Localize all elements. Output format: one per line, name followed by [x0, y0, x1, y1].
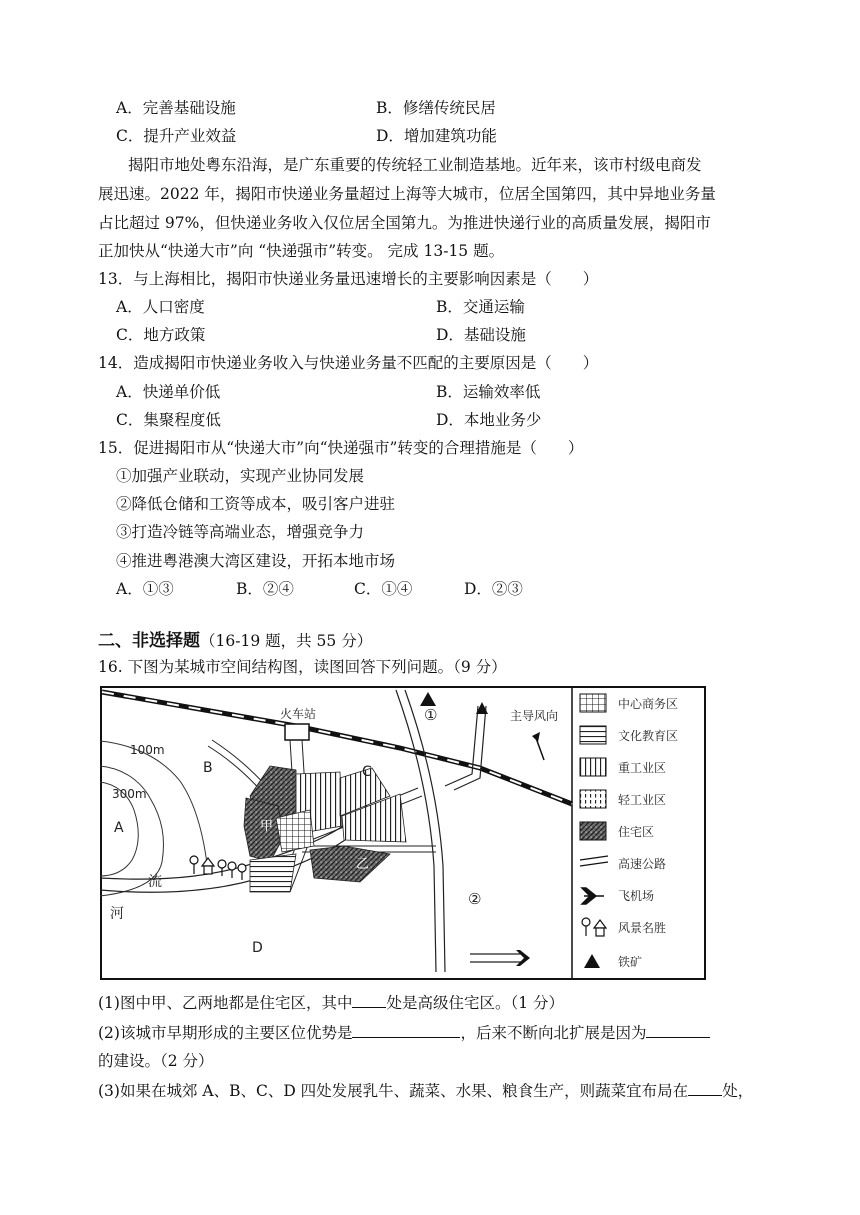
passage-line-1: 揭阳市地处粤东沿海，是广东重要的传统轻工业制造基地。近年来，该市村级电商发: [128, 156, 702, 174]
contour-300-label: 300m: [112, 787, 147, 801]
q16-p2-blank-1[interactable]: [352, 1022, 460, 1038]
q16-part-3: [98, 1080, 753, 1102]
q14-option-a: A．快递单价低: [116, 383, 221, 401]
passage-line-2: 展迅速。2022 年，揭阳市快递业务量超过上海等大城市，位居全国第四，其中异地业务量: [98, 185, 716, 203]
q15-stem: 15．促进揭阳市从“快递大市”向“快递强市”转变的合理措施是（ ）: [98, 439, 584, 457]
q13-option-c: C．地方政策: [116, 326, 206, 344]
passage-line-4: 正加快从“快递大市”向 “快递强市”转变。 完成 13-15 题。: [98, 242, 505, 260]
q14-stem: 14．造成揭阳市快递业务收入与快递业务量不匹配的主要原因是（ ）: [98, 354, 599, 372]
q12-option-c: C．提升产业效益: [116, 127, 237, 145]
circle-2-label: ②: [468, 890, 482, 908]
label-b: B: [203, 760, 213, 776]
q16-part-2: [98, 1022, 710, 1044]
q16-stem: 16. 下图为某城市空间结构图，读图回答下列问题。（9 分）: [98, 658, 507, 676]
city-structure-map: [100, 686, 706, 980]
q15-option-b: B．②④: [236, 580, 294, 598]
q13-stem: 13．与上海相比，揭阳市快递业务量迅速增长的主要影响因素是（ ）: [98, 270, 599, 288]
q12-option-b: B．修缮传统民居: [376, 99, 496, 117]
river-char-1: 流: [148, 874, 162, 890]
contour-100-label: 100m: [130, 743, 165, 757]
passage-line-3: 占比超过 97%，但快递业务收入仅位居全国第九。为推进快递行业的高质量发展，揭阳市: [98, 214, 711, 232]
q16-p2-text-b: ，后来不断向北扩展是因为: [460, 1024, 647, 1042]
q16-p3-text-a: (3)如果在城郊 A、B、C、D 四处发展乳牛、蔬菜、水果、粮食生产，则蔬菜宜布局在: [98, 1082, 689, 1100]
q16-p3-text-b: 处，: [722, 1082, 754, 1100]
q13-option-b: B．交通运输: [436, 298, 525, 316]
section-title: 二、非选择题: [98, 631, 200, 651]
q15-option-d: D．②③: [464, 580, 523, 598]
q16-p1-text-b: 处是高级住宅区。（1 分）: [386, 994, 565, 1012]
q16-part-1: [98, 992, 564, 1014]
section-heading: [98, 630, 372, 652]
q13-option-a: A．人口密度: [116, 298, 205, 316]
label-jia: 甲: [260, 819, 274, 834]
legend-education: 文化教育区: [618, 729, 679, 743]
q13-option-d: D．基础设施: [436, 326, 526, 344]
label-d: D: [252, 940, 263, 956]
legend-iron-mine: 铁矿: [618, 955, 643, 969]
q16-p3-blank[interactable]: [688, 1080, 722, 1096]
label-yi: 乙: [356, 857, 370, 872]
legend-heavy-industry: 重工业区: [618, 761, 667, 775]
q14-option-c: C．集聚程度低: [116, 411, 221, 429]
q15-item-2: ②降低仓储和工资等成本，吸引客户进驻: [116, 495, 396, 513]
q16-p2-text-a: (2)该城市早期形成的主要区位优势是: [98, 1024, 353, 1042]
q12-option-a: A．完善基础设施: [116, 99, 236, 117]
legend-highway: 高速公路: [618, 857, 667, 871]
q16-p1-text-a: (1)图中甲、乙两地都是住宅区，其中: [98, 994, 353, 1012]
station-label: 火车站: [280, 707, 317, 721]
label-c: C: [362, 764, 372, 780]
river-char-2: 河: [110, 906, 124, 922]
section-note: （16-19 题，共 55 分）: [200, 632, 373, 650]
legend-airport: 飞机场: [618, 889, 655, 903]
legend-scenic: 风景名胜: [618, 921, 667, 935]
q16-p2-blank-2[interactable]: [646, 1022, 710, 1038]
q14-option-b: B．运输效率低: [436, 383, 541, 401]
q16-p1-blank[interactable]: [352, 992, 386, 1008]
legend-light-industry: 轻工业区: [618, 793, 667, 807]
q15-option-a: A．①③: [116, 580, 174, 598]
q14-option-d: D．本地业务少: [436, 411, 542, 429]
q15-item-4: ④推进粤港澳大湾区建设，开拓本地市场: [116, 552, 396, 570]
wind-label: 主导风向: [510, 709, 559, 723]
q12-option-d: D．增加建筑功能: [376, 127, 497, 145]
legend-cbd: 中心商务区: [618, 697, 679, 711]
q15-item-1: ①加强产业联动，实现产业协同发展: [116, 467, 365, 485]
label-a: A: [114, 820, 124, 836]
q16-part-2-cont: 的建设。（2 分）: [98, 1052, 214, 1070]
q15-option-c: C．①④: [354, 580, 413, 598]
q15-item-3: ③打造冷链等高端业态，增强竞争力: [116, 523, 365, 541]
circle-1-label: ①: [424, 706, 438, 724]
legend-residential: 住宅区: [618, 825, 655, 839]
